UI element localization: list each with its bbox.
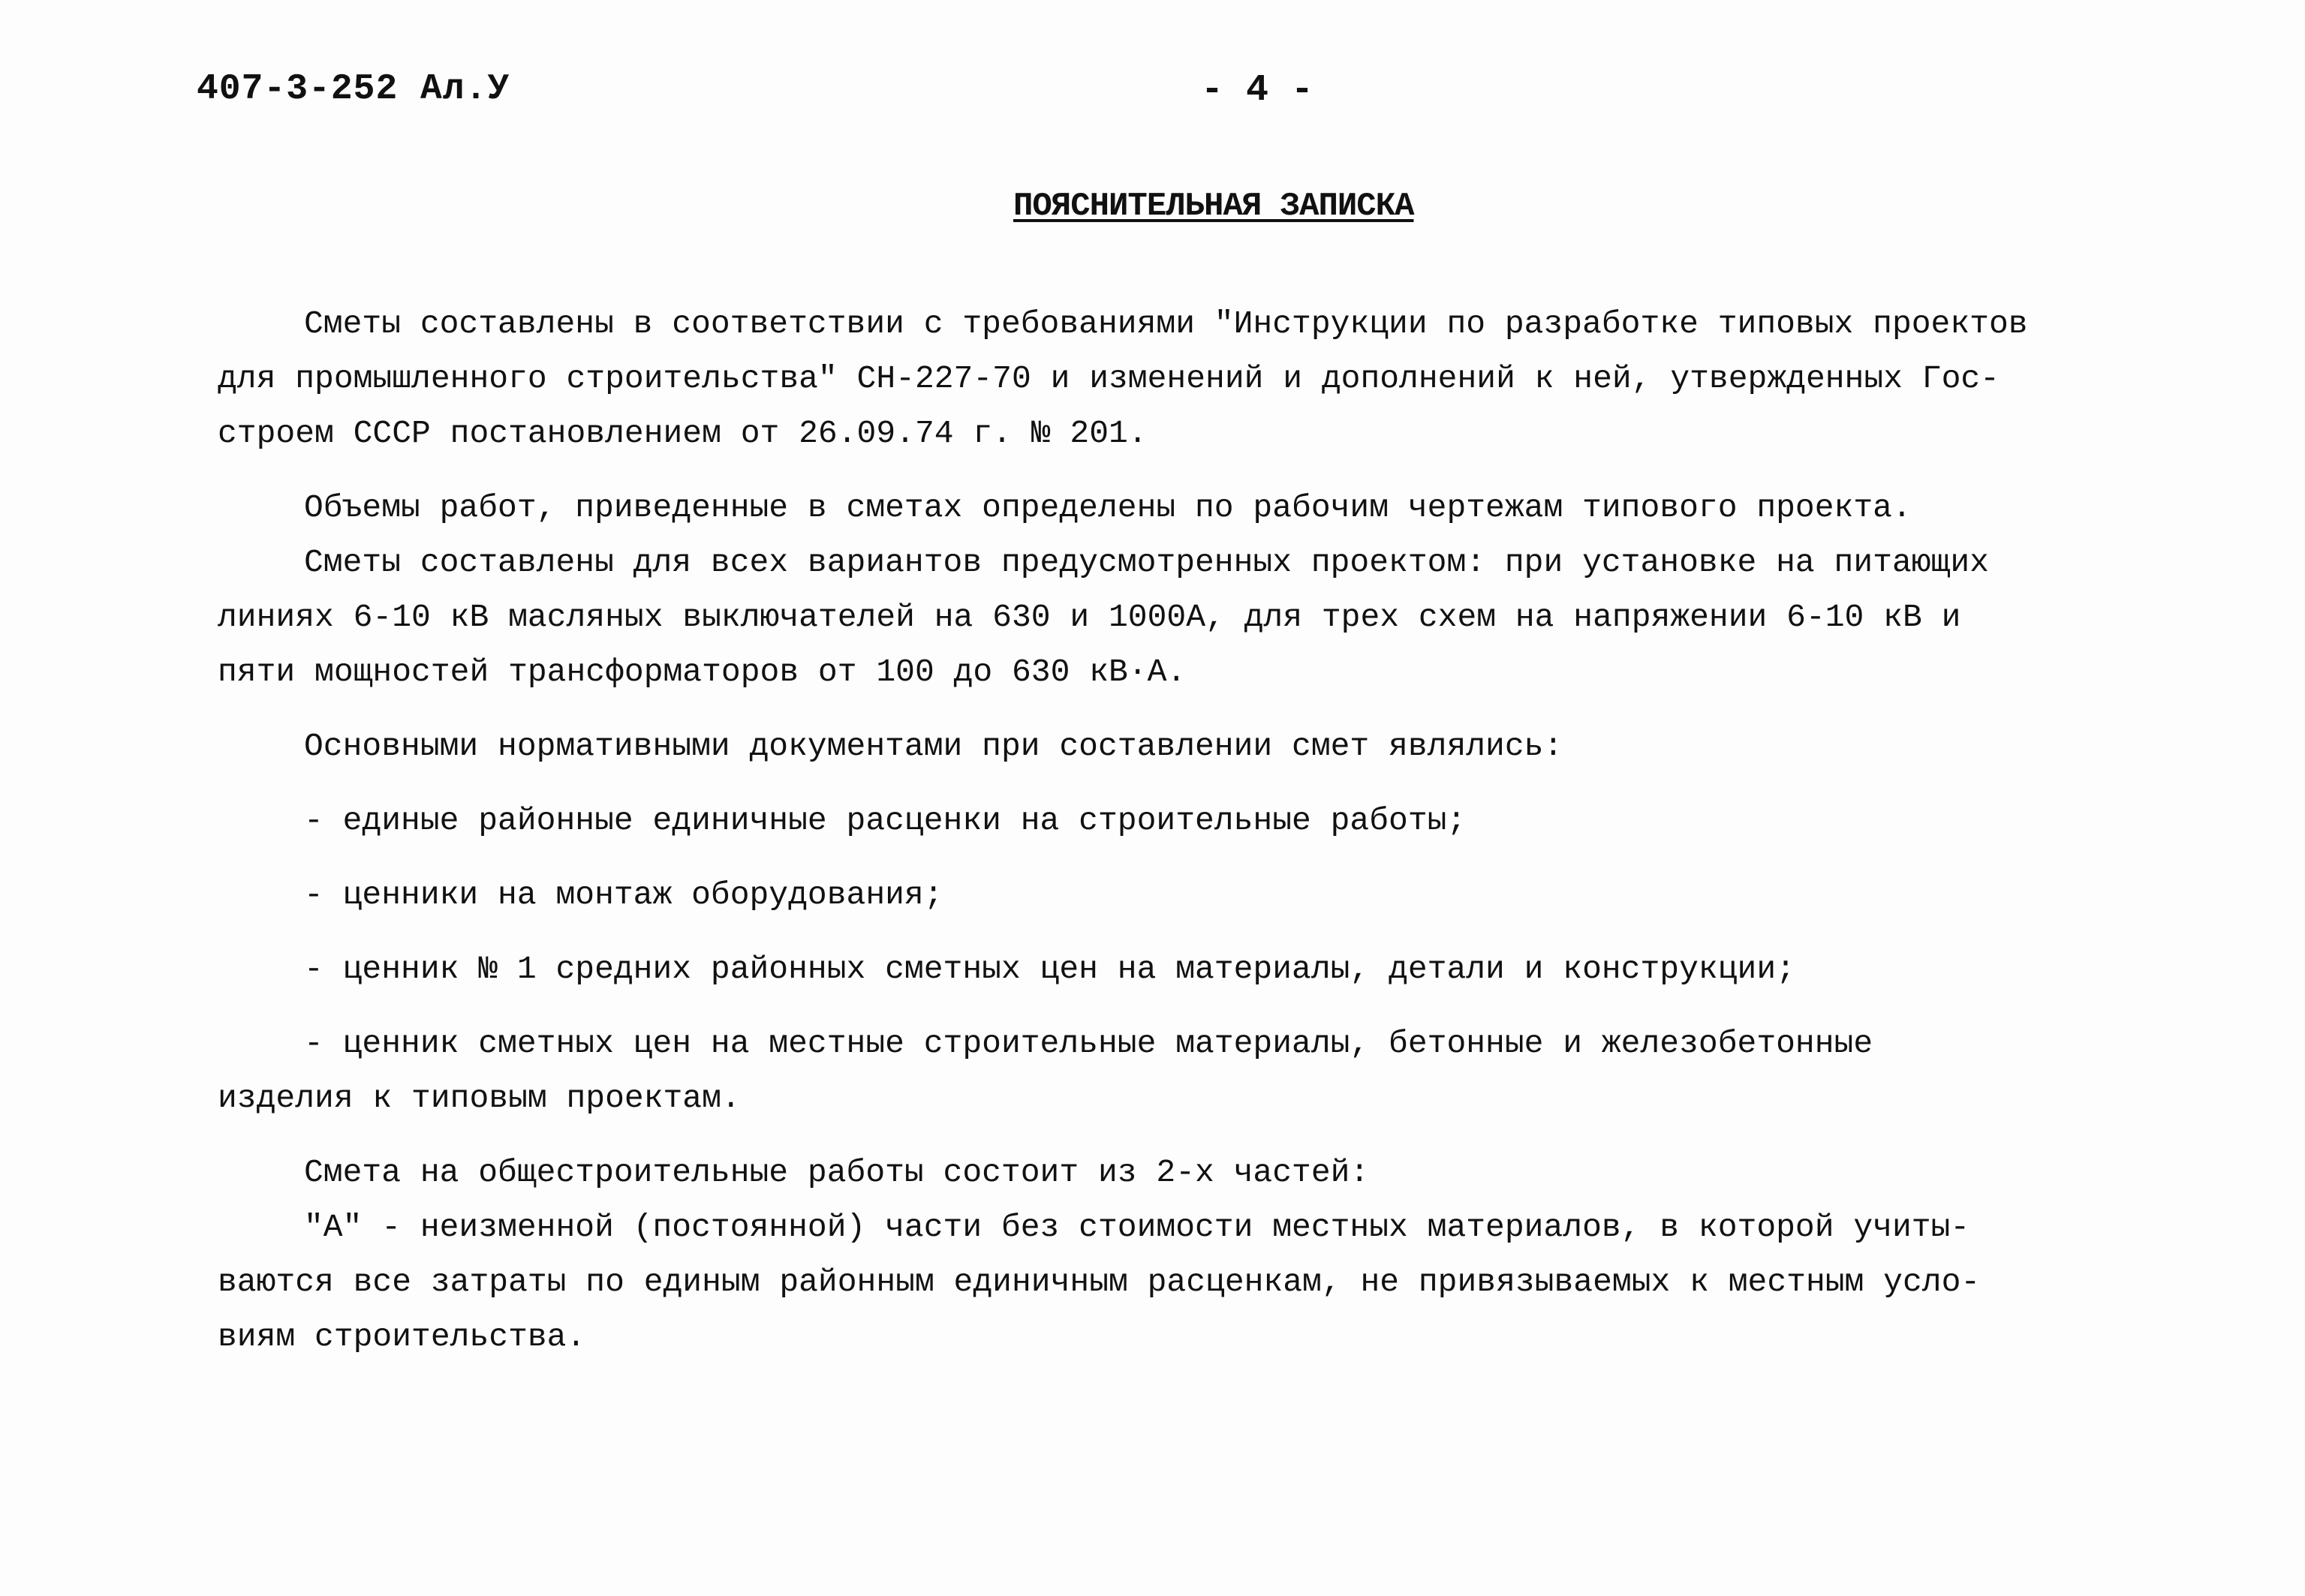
text-line: - ценник сметных цен на местные строительные материалы, бетонные и железобетонные: [304, 1025, 1873, 1062]
text-line: Сметы составлены в соответствии с требованиями "Инструкции по разработке типовых проектов: [304, 305, 2028, 342]
text-line: строем СССР постановлением от 26.09.74 г. № 201.: [218, 415, 1148, 452]
text-line: Объемы работ, приведенные в сметах определены по рабочим чертежам типового проекта.: [304, 489, 1912, 526]
paragraph-9: [218, 1145, 2184, 1200]
paragraph-10: [218, 1200, 2184, 1364]
text-line: - единые районные единичные расценки на строительные работы;: [304, 802, 1467, 839]
list-item: [218, 1016, 2184, 1126]
text-line: Сметы составлены для всех вариантов предусмотренных проектом: при установке на питающих: [304, 544, 1989, 581]
page-number: - 4 -: [1201, 69, 1314, 112]
text-line: линиях 6-10 кВ масляных выключателей на 630 и 1000А, для трех схем на напряжении 6-10 кВ и: [218, 599, 1961, 636]
text-line: - ценник № 1 средних районных сметных цен на материалы, детали и конструкции;: [304, 951, 1795, 987]
text-line: "А" - неизменной (постоянной) части без стоимости местных материалов, в которой учиты-: [304, 1209, 1970, 1246]
document-heading: ПОЯСНИТЕЛЬНАЯ ЗАПИСКА: [1013, 188, 1414, 225]
list-item: [218, 867, 2184, 922]
text-line: виям строительства.: [218, 1318, 586, 1355]
text-line: Основными нормативными документами при составлении смет являлись:: [304, 728, 1563, 765]
text-line: ваются все затраты по единым районным единичным расценкам, не привязываемых к местным усло-: [218, 1264, 1981, 1300]
paragraph-2: [218, 480, 2184, 535]
paragraph-3: [218, 535, 2184, 699]
document-body: [218, 296, 2184, 1364]
text-line: Смета на общестроительные работы состоит из 2-х частей:: [304, 1154, 1370, 1191]
paragraph-1: [218, 296, 2184, 461]
text-line: изделия к типовым проектам.: [218, 1080, 741, 1117]
list-item: [218, 942, 2184, 996]
document-code: 407-3-252 Ал.У: [197, 69, 510, 110]
text-line: - ценники на монтаж оборудования;: [304, 876, 943, 913]
text-line: пяти мощностей трансформаторов от 100 до 630 кВ·А.: [218, 654, 1187, 690]
list-item: [218, 793, 2184, 848]
paragraph-4: [218, 719, 2184, 774]
text-line: для промышленного строительства" СН-227-70 и изменений и дополнений к ней, утвержденных Гос-: [218, 360, 2000, 397]
